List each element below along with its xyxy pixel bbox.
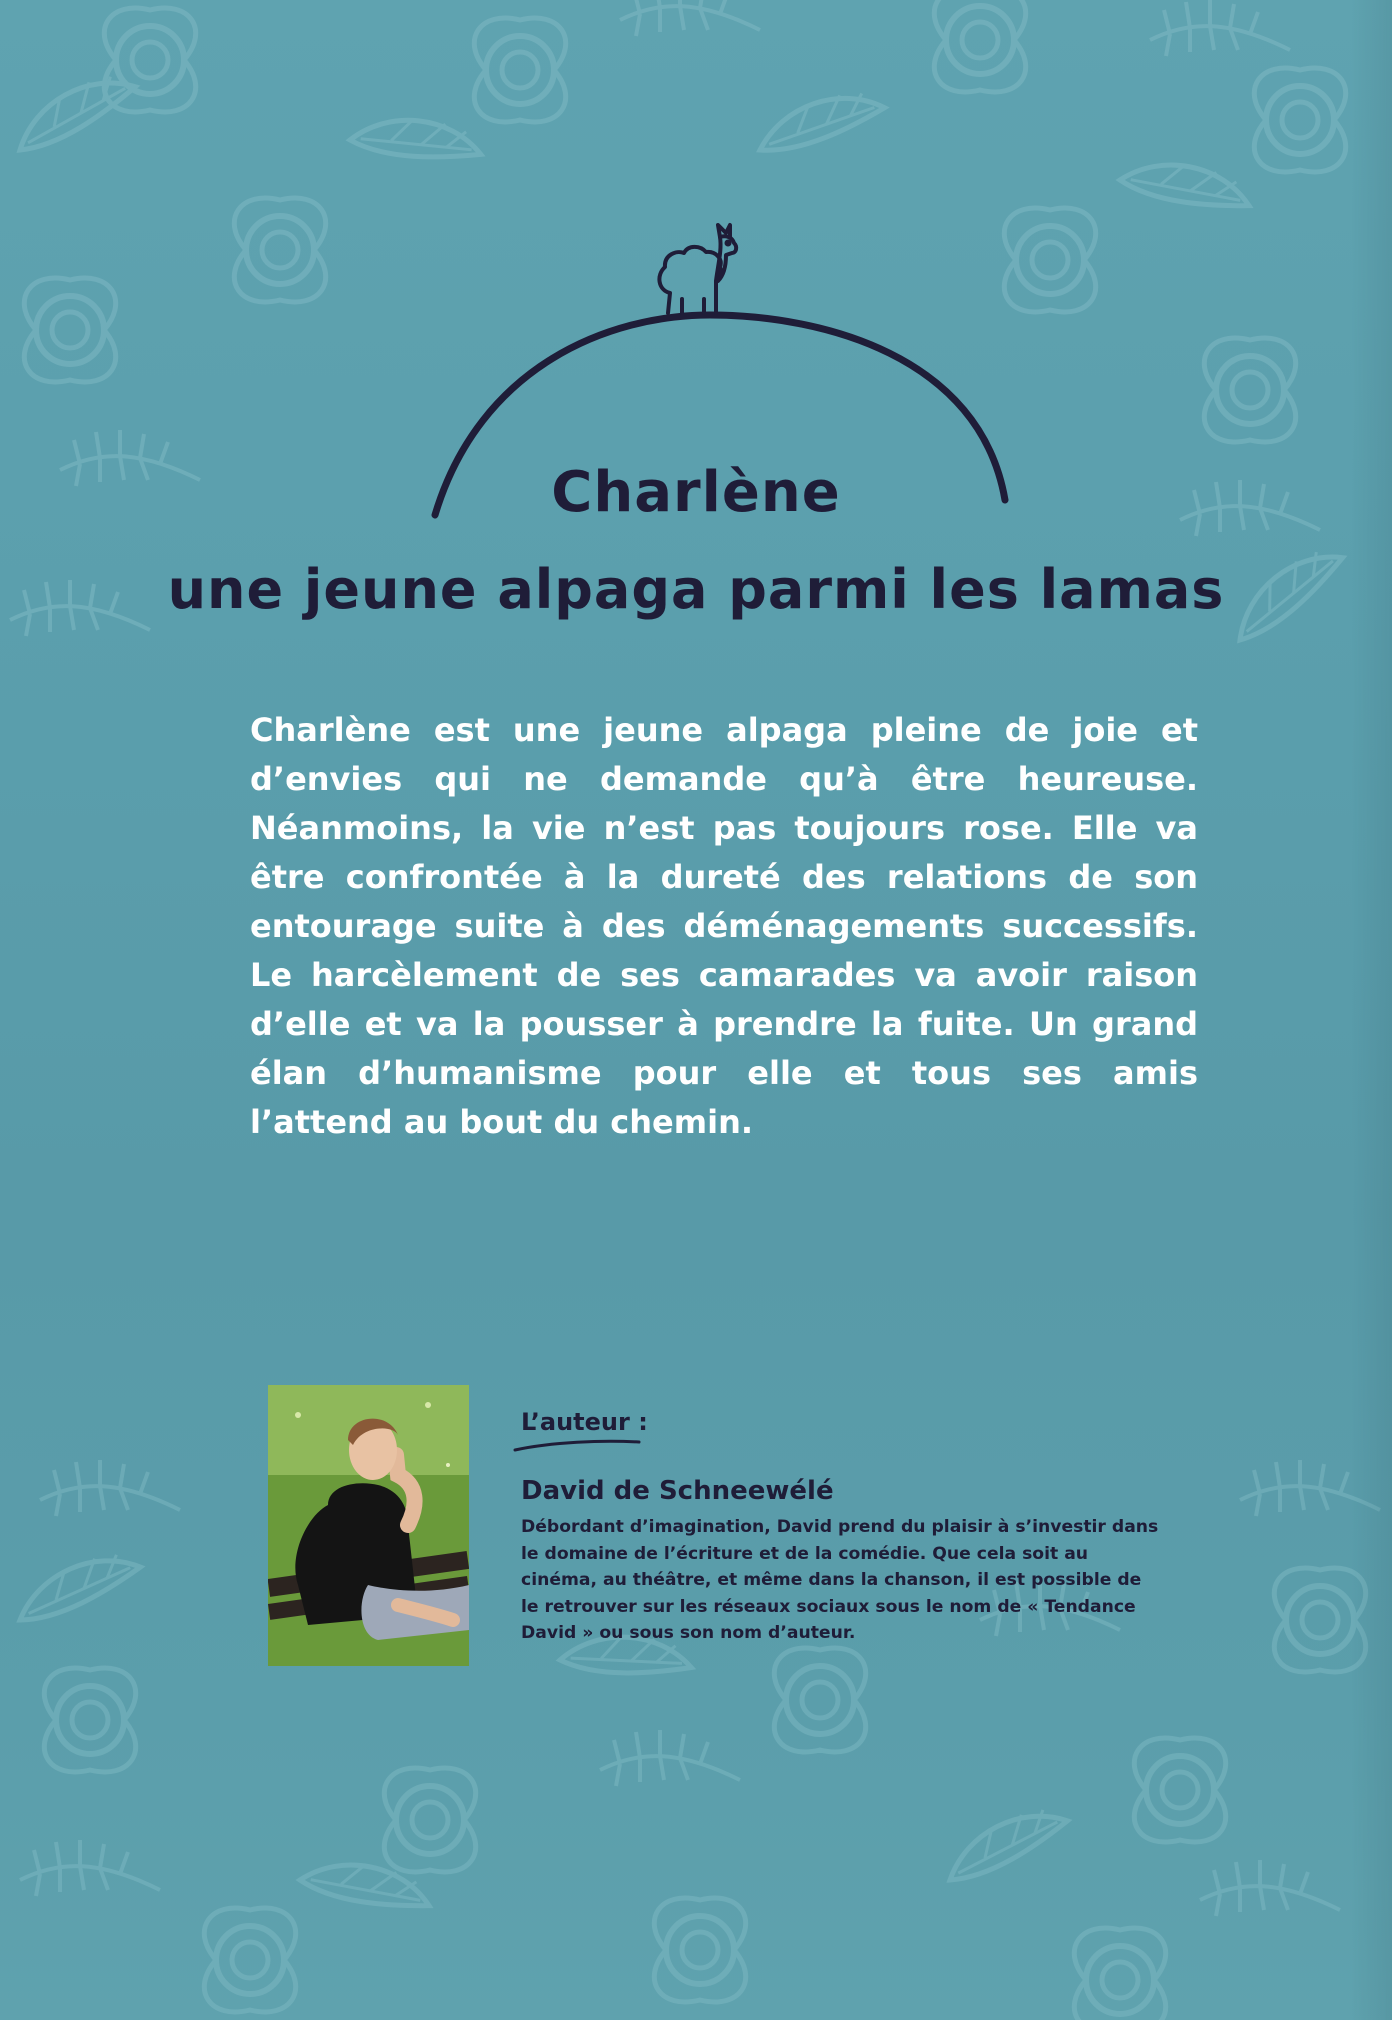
alpaca-icon <box>659 225 736 313</box>
book-subtitle: une jeune alpaga parmi les lamas <box>167 558 1225 621</box>
heading-underline <box>512 1436 642 1456</box>
page-edge-shadow <box>1352 0 1392 2020</box>
author-name: David de Schneewélé <box>521 1476 834 1506</box>
author-photo <box>268 1385 469 1666</box>
book-title: Charlène <box>551 460 841 525</box>
author-heading: L’auteur : <box>521 1408 648 1436</box>
book-blurb: Charlène est une jeune alpaga pleine de joie et d’envies qui ne demande qu’à être heureuse. Néanmoins, la vie n’est pas toujours rose. Elle va être confrontée à la dureté des relations de son entourage suite à des déménagements successifs. Le harcèlement de ses camarades va avoir raison d’elle et va la pousser à prendre la fuite. Un grand élan d’humanisme pour elle et tous ses amis l’attend au bout du chemin. <box>250 711 1198 1141</box>
author-bio: Débordant d’imagination, David prend du plaisir à s’investir dans le domaine de l’écriture et de la comédie. Que cela soit au cinéma, au théâtre, et même dans la chanson, il est possible de le retrouver sur les réseaux sociaux sous le nom de « Tendance David » ou sous son nom d’auteur. <box>521 1517 1159 1644</box>
